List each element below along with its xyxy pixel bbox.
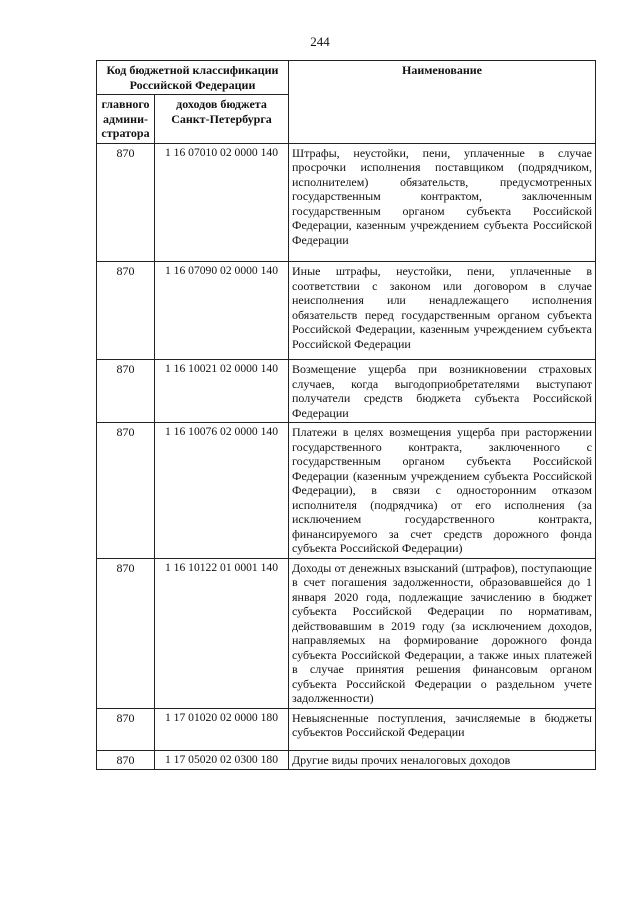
income-code-cell: 1 17 01020 02 0000 180 [155, 708, 289, 750]
name-cell: Штрафы, неустойки, пени, уплаченные в случае просрочки исполнения поставщиком (подрядчиком, исполнителем) обязательств, предусмотренных государственным контрактом, заключенным государственным органом субъекта Российской Федерации, казенным учреждением субъекта Российской Федерации [289, 143, 596, 262]
admin-code-cell: 870 [97, 558, 155, 708]
admin-code-cell: 870 [97, 360, 155, 423]
name-cell: Иные штрафы, неустойки, пени, уплаченные в соответствии с законом или договором в случае неисполнения или ненадлежащего исполнения обязательств перед государственным органом субъекта Российской Федерации, казенным учреждением субъекта Российской Федерации [289, 262, 596, 360]
table-header [97, 61, 596, 144]
header-name: Наименование [289, 61, 596, 144]
header-budget-income: доходов бюджета Санкт-Петербурга [155, 95, 289, 144]
table-row [97, 360, 596, 423]
income-code-cell: 1 16 10122 01 0001 140 [155, 558, 289, 708]
income-code-cell: 1 16 07090 02 0000 140 [155, 262, 289, 360]
admin-code-cell: 870 [97, 708, 155, 750]
name-cell: Доходы от денежных взысканий (штрафов), поступающие в счет погашения задолженности, образовавшейся до 1 января 2020 года, подлежащие зачислению в бюджет субъекта Российской Федерации по нормативам, действовавшим в 2019 году (за исключением доходов, направляемых на формирование дорожного фонда субъекта Российской Федерации, а также иных платежей в случае принятия решения финансовым органом субъекта Российской Федерации о раздельном учете задолженности) [289, 558, 596, 708]
income-code-cell: 1 17 05020 02 0300 180 [155, 750, 289, 770]
table-row [97, 708, 596, 750]
table-body [97, 143, 596, 770]
admin-code-cell: 870 [97, 750, 155, 770]
header-chief-administrator: главного админи-стратора [97, 95, 155, 144]
table-row [97, 262, 596, 360]
header-classification-code: Код бюджетной классификации Российской Федерации [97, 61, 289, 95]
income-code-cell: 1 16 10021 02 0000 140 [155, 360, 289, 423]
income-code-cell: 1 16 07010 02 0000 140 [155, 143, 289, 262]
name-cell: Невыясненные поступления, зачисляемые в бюджеты субъектов Российской Федерации [289, 708, 596, 750]
budget-classification-table [96, 60, 596, 770]
page-number: 244 [310, 34, 330, 49]
name-cell: Другие виды прочих неналоговых доходов [289, 750, 596, 770]
income-code-cell: 1 16 10076 02 0000 140 [155, 423, 289, 559]
table-row [97, 423, 596, 559]
table-row [97, 143, 596, 262]
table-row [97, 750, 596, 770]
admin-code-cell: 870 [97, 423, 155, 559]
table-row [97, 558, 596, 708]
admin-code-cell: 870 [97, 262, 155, 360]
name-cell: Платежи в целях возмещения ущерба при расторжении государственного контракта, заключенного с государственным органом субъекта Российской Федерации (казенным учреждением субъекта Российской Федерации), в связи с односторонним отказом исполнителя (подрядчика) от его исполнения (за исключением государственного контракта, финансируемого за счет средств дорожного фонда субъекта Российской Федерации) [289, 423, 596, 559]
admin-code-cell: 870 [97, 143, 155, 262]
name-cell: Возмещение ущерба при возникновении страховых случаев, когда выгодоприобретателями выступают получатели средств бюджета субъекта Российской Федерации [289, 360, 596, 423]
